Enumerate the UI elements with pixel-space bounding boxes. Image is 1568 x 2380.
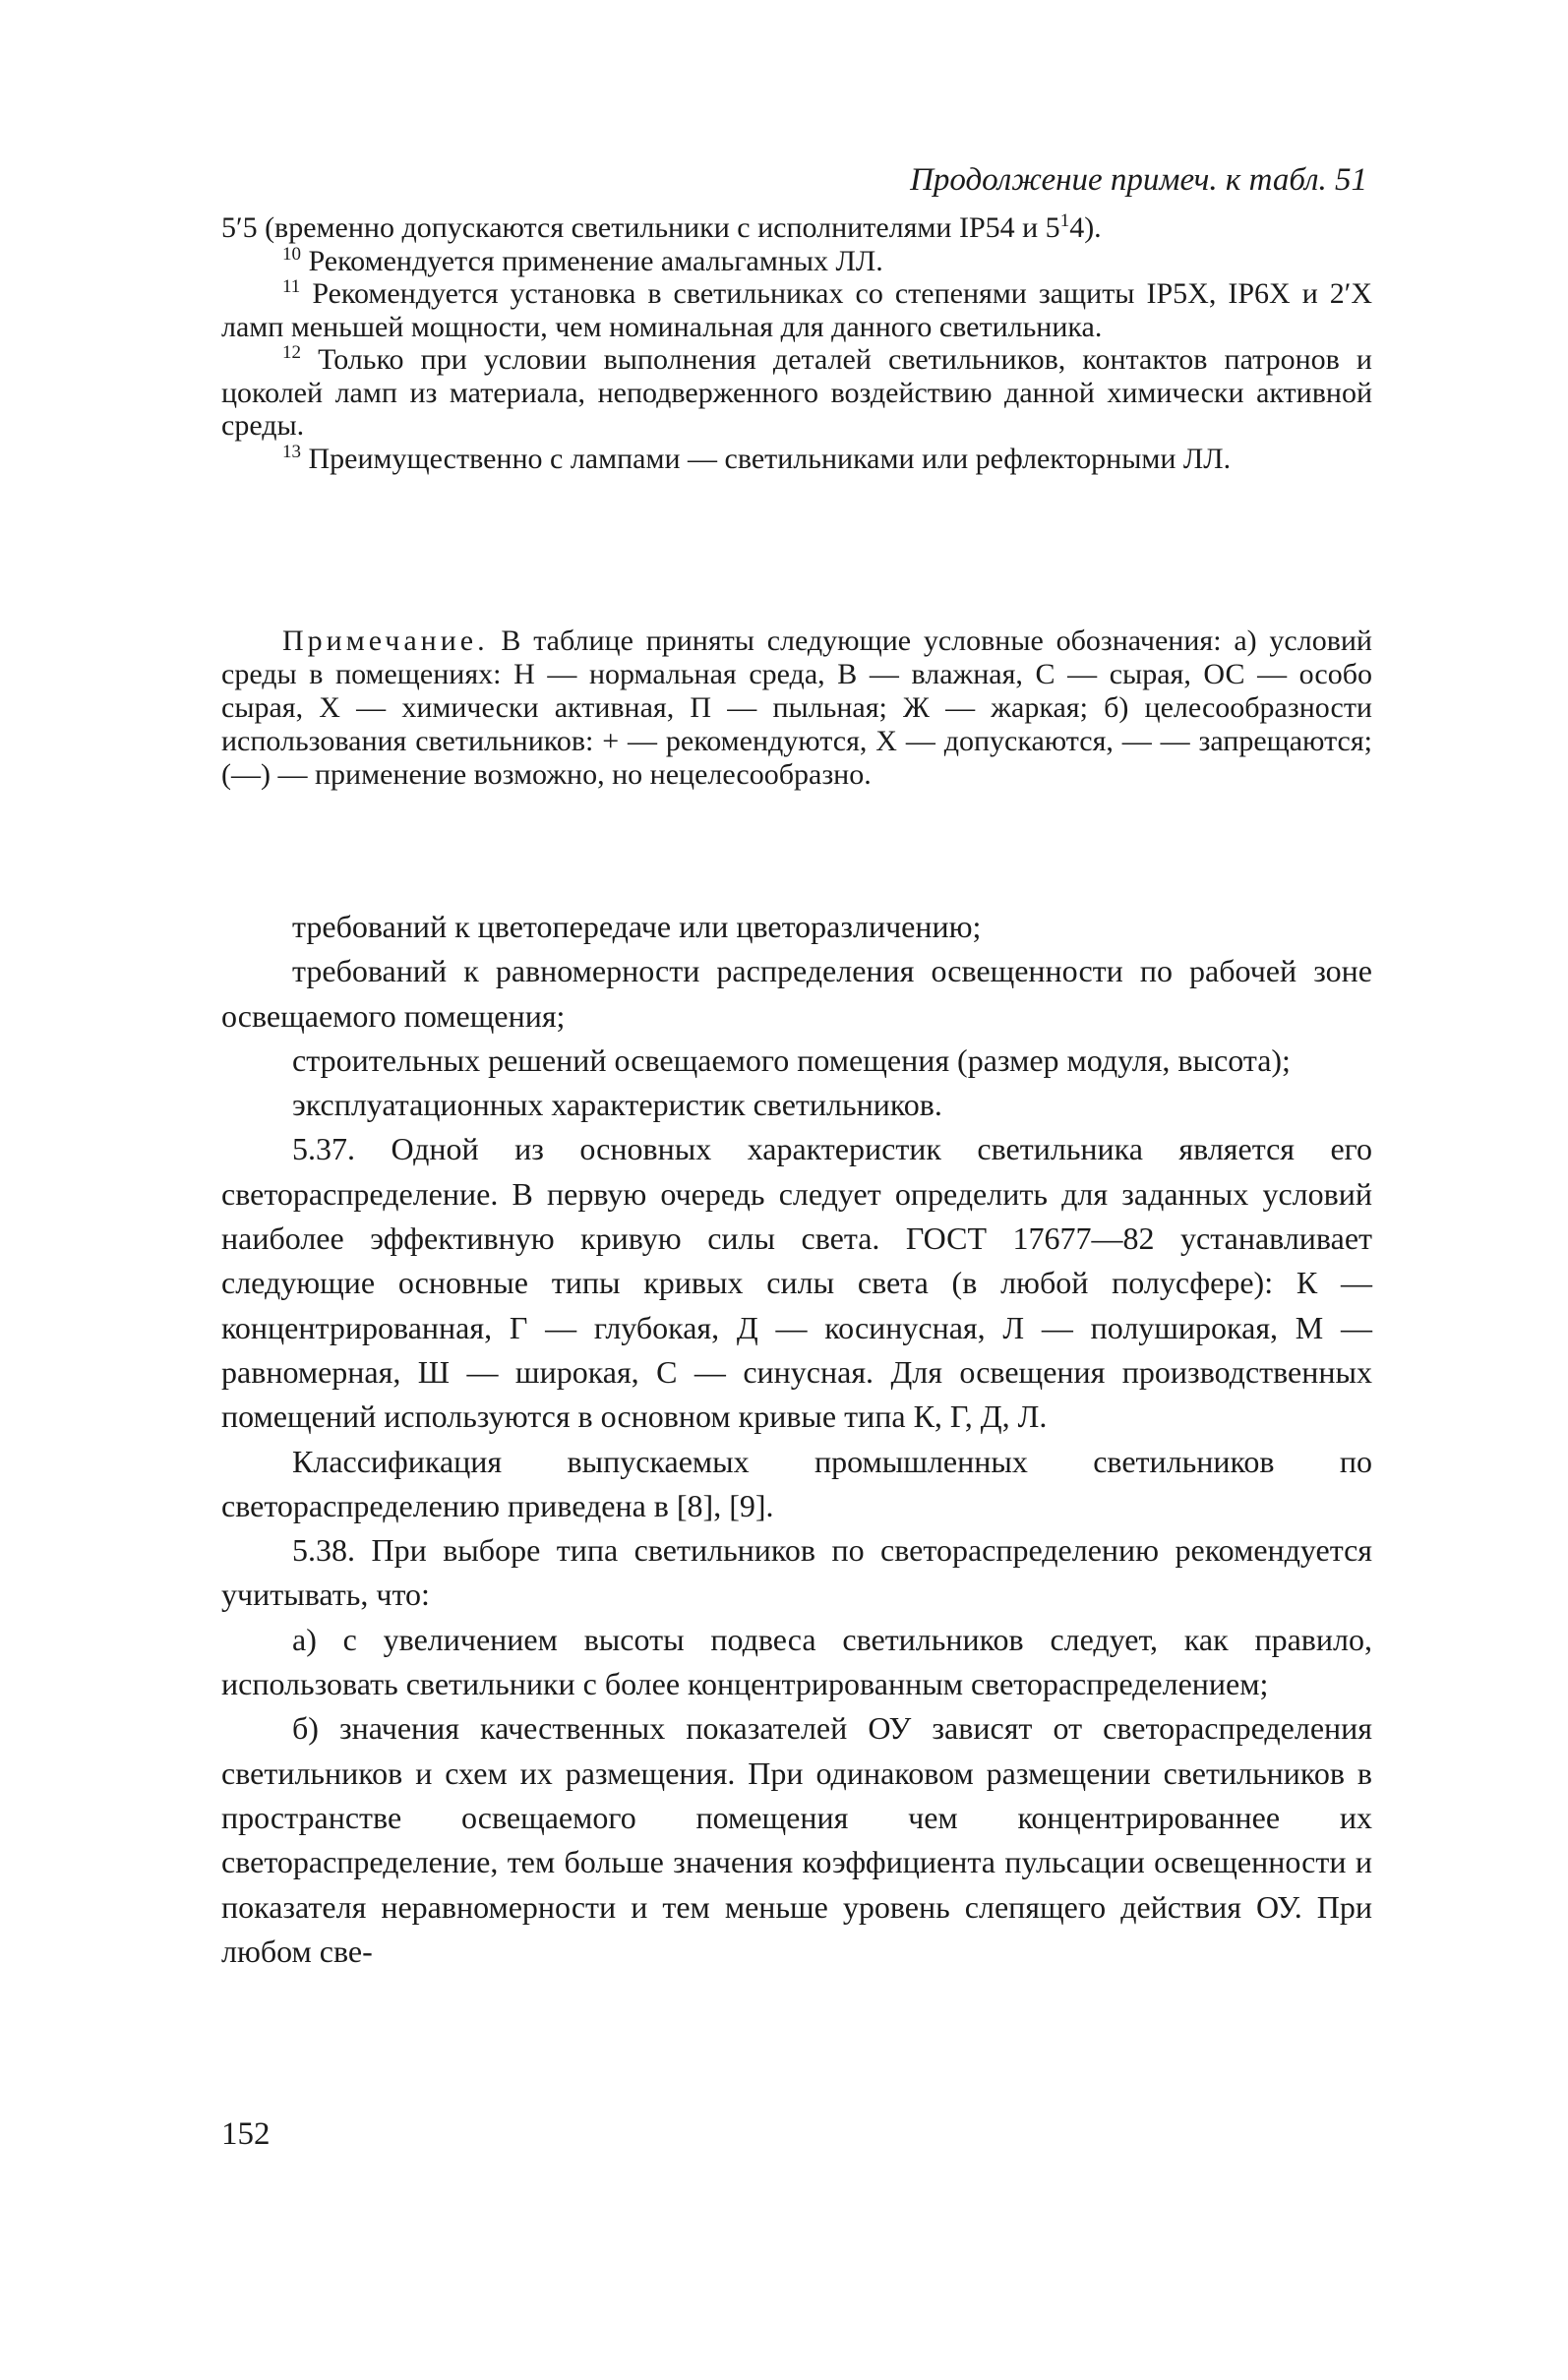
footnote-11: $^{11}$ Рекомендуется установка в светильниках со степенями защиты IP5X, IP6X и 2′X ламп меньшей мощности, чем номинальная для данного светильника. [221,276,1372,343]
running-header: Продолжение примеч. к табл. 51 [910,162,1367,198]
footnote-10: $^{10}$ Рекомендуется применение амальгамных ЛЛ. [282,243,883,277]
paragraph-5-37: 5.37. Одной из основных характеристик светильника является его светораспределение. В первую очередь следует определить для заданных условий наиболее эффективную кривую силы света. ГОСТ 17677—82 устанавливает следующие основные типы кривых силы света (в любой полусфере): К — концентрированная, Г — глубокая, Д — косинусная, Л — полуширокая, М — равномерная, Ш — широкая, С — синусная. Для освещения производственных помещений используются в основном кривые типа К, Г, Д, Л. [221,1131,1372,1435]
footnote-12: $^{12}$ Только при условии выполнения деталей светильников, контактов патронов и цоколей ламп из материала, неподверженного воздействию данной химически активной среды. [221,342,1372,442]
paragraph: требований к цветопередаче или цветоразличению; [292,909,982,944]
paragraph: строительных решений освещаемого помещения (размер модуля, высота); [292,1041,1291,1078]
paragraph: требований к равномерности распределения освещенности по рабочей зоне освещаемого помещения; [221,953,1372,1034]
list-item-b: б) значения качественных показателей ОУ зависят от светораспределения светильников и схем их размещения. При одинаковом размещении светильников в пространстве освещаемого помещения чем концентрированнее их светораспределение, тем больше значения коэффициента пульсации освещенности и показателя неравномерности и тем меньше уровень слепящего действия ОУ. При любом све- [221,1710,1372,1969]
list-item-a: а) с увеличением высоты подвеса светильников следует, как правило, использовать светильники с более концентрированным светораспределением; [221,1621,1372,1702]
paragraph-5-38: 5.38. При выборе типа светильников по светораспределению рекомендуется учитывать, что: [221,1532,1372,1613]
table-footnotes [221,211,1372,475]
note-text: В таблице приняты следующие условные обозначения: а) условий среды в помещениях: Н — нормальная среда, В — влажная, С — сырая, ОС — особо сырая, Х — химически активная, П — пыльная; Ж — жаркая; б) целесообразности использования светильников: + — рекомендуются, Х — допускаются, — — запрещаются; (—) — применение возможно, но нецелесообразно. [221,625,1372,791]
body-text [221,905,1372,1974]
table-note [221,625,1372,792]
paragraph: эксплуатационных характеристик светильников. [292,1087,942,1123]
footnote-5: 5′5 (временно допускаются светильники с исполнителями IP54 и $5^14$). [221,210,1102,244]
paragraph: Классификация выпускаемых промышленных светильников по светораспределению приведена в [8], [9]. [221,1443,1372,1523]
page-number: 152 [221,2116,271,2152]
note-label: Примечание. [282,625,489,657]
footnote-13: $^{13}$ Преимущественно с лампами — светильниками или рефлекторными ЛЛ. [282,441,1232,475]
